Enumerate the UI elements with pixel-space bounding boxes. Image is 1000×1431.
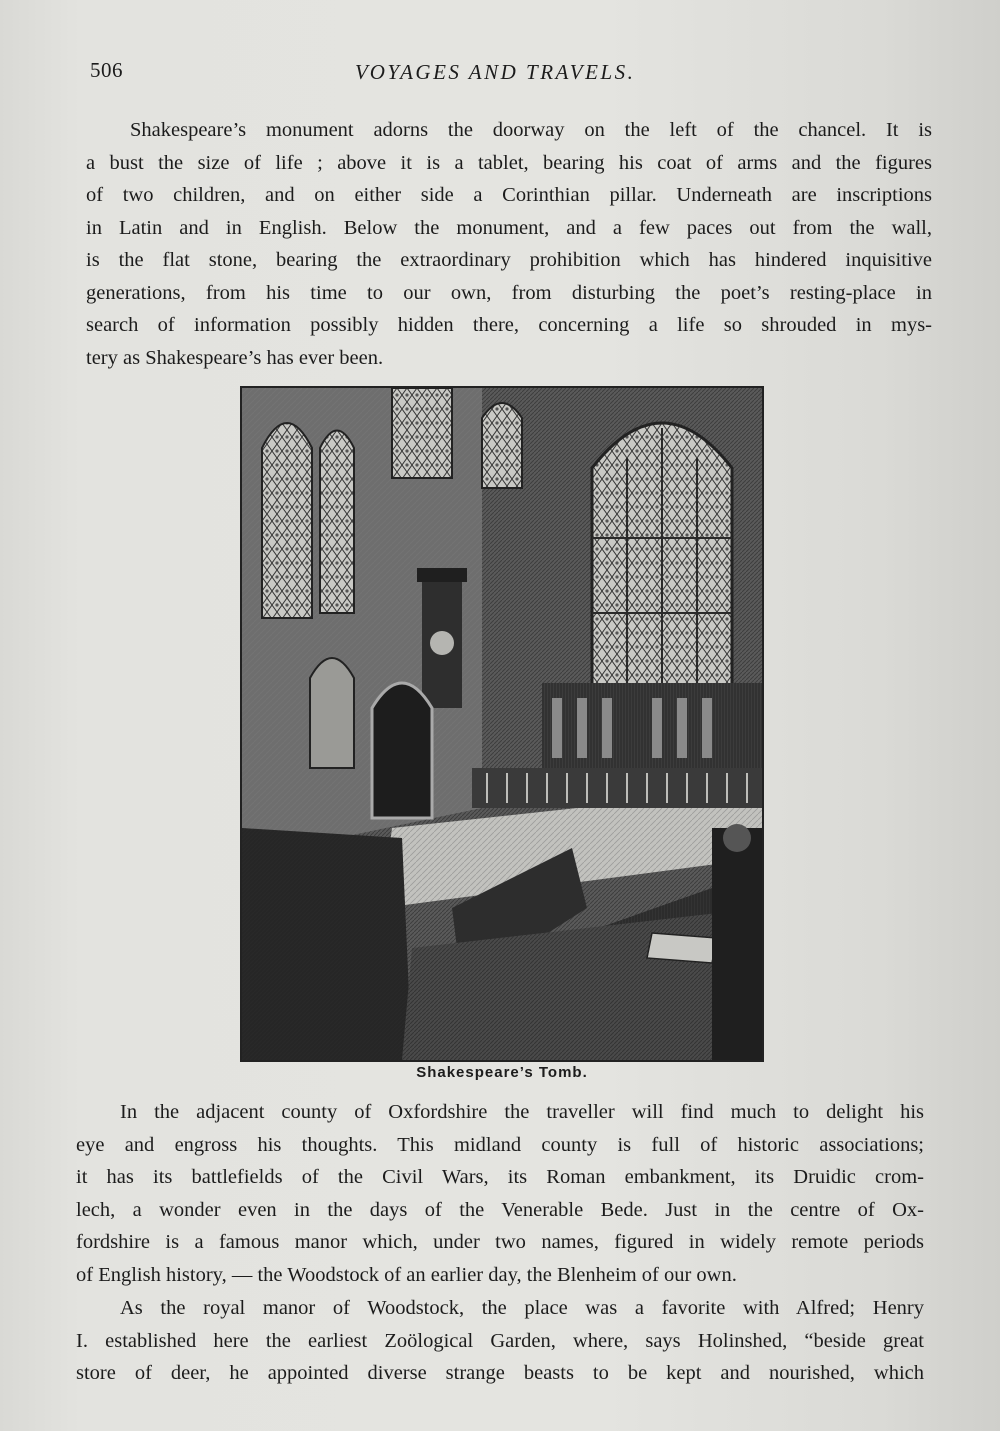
text-line: lech, a wonder even in the days of the Venerable Bede. Just in the centre of Ox- [76,1198,924,1221]
page-number: 506 [90,58,123,82]
church-interior-engraving [242,388,762,1060]
text-line: it has its battlefields of the Civil Wars, its Roman embankment, its Druidic crom- [76,1166,924,1188]
figure-caption: Shakespeare’s Tomb. [416,1064,588,1081]
text-line: in Latin and in English. Below the monument, and a few paces out from the wall, [86,216,932,239]
text-line: As the royal manor of Woodstock, the place was a favorite with Alfred; Henry [120,1297,924,1319]
engraving-illustration [240,386,764,1062]
text-line: store of deer, he appointed diverse strange beasts to be kept and nourished, which [76,1362,924,1384]
text-line: eye and engross his thoughts. This midland county is full of historic associations; [76,1133,924,1156]
text-line: In the adjacent county of Oxfordshire the traveller will find much to delight his [120,1101,924,1123]
text-line: of English history, — the Woodstock of an earlier day, the Blenheim of our own. [76,1263,737,1286]
text-line: tery as Shakespeare’s has ever been. [86,346,384,369]
text-line: generations, from his time to our own, from disturbing the poet’s resting-place in [86,281,932,304]
text-line: Shakespeare’s monument adorns the doorway on the left of the chancel. It is [130,119,932,141]
text-line: is the flat stone, bearing the extraordinary prohibition which has hindered inquisitive [86,249,932,271]
text-line: a bust the size of life ; above it is a tablet, bearing his coat of arms and the figures [86,151,932,174]
text-line: I. established here the earliest Zoölogical Garden, where, says Holinshed, “beside great [76,1329,924,1352]
text-line: search of information possibly hidden there, concerning a life so shrouded in mys- [86,314,932,336]
paragraph-monument [86,114,932,374]
text-line: of two children, and on either side a Corinthian pillar. Underneath are inscriptions [86,184,932,206]
running-title: VOYAGES AND TRAVELS. [355,60,636,84]
paragraph-oxfordshire [76,1096,924,1291]
paragraph-woodstock [76,1292,924,1390]
text-line: fordshire is a famous manor which, under two names, figured in widely remote periods [76,1231,924,1253]
